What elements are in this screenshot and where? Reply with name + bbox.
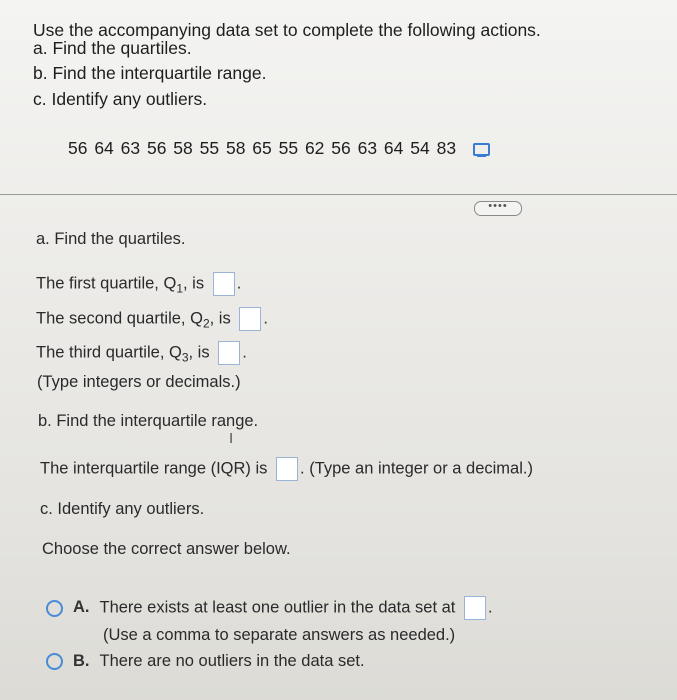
problem-item-a: a. Find the quartiles. — [33, 38, 192, 58]
q2-row: The second quartile, $Q_2$, is . — [36, 307, 268, 331]
part-c-prompt: Choose the correct answer below. — [42, 540, 291, 558]
iqr-label: The interquartile range (IQR) is — [40, 459, 268, 478]
text-cursor-icon: I — [229, 430, 234, 447]
problem-item-c: c. Identify any outliers. — [33, 89, 208, 109]
iqr-row: The interquartile range (IQR) is . (Type an integer or a decimal.) — [40, 457, 533, 481]
part-c-heading: c. Identify any outliers. — [40, 500, 205, 518]
more-button[interactable]: •••• — [474, 201, 522, 216]
option-b-text: There are no outliers in the data set. — [99, 652, 365, 670]
copy-data-icon[interactable] — [473, 143, 490, 156]
q3-label: The third quartile, Q — [36, 343, 182, 362]
option-a-text: There exists at least one outlier in the data set at — [99, 598, 456, 617]
option-a-radio[interactable] — [46, 600, 63, 617]
q1-row: The first quartile, $Q_1$, is . — [36, 272, 241, 296]
q2-label: The second quartile, Q — [36, 309, 203, 328]
iqr-answer-input[interactable] — [276, 457, 298, 481]
outlier-answer-input[interactable] — [464, 596, 486, 620]
q2-suffix: , is — [209, 309, 231, 328]
option-b[interactable] — [46, 652, 365, 671]
option-a[interactable]: A. There exists at least one outlier in the data set at . — [46, 596, 493, 620]
problem-instruction: Use the accompanying data set to complete the following actions. — [33, 20, 541, 40]
q1-label: The first quartile, Q — [36, 274, 177, 293]
problem-item-b: b. Find the interquartile range. — [33, 63, 267, 83]
q1-subscript: 1 — [176, 281, 183, 296]
q3-subscript: 3 — [181, 350, 189, 365]
part-b-heading: b. Find the interquartile range. — [38, 412, 259, 430]
option-b-radio[interactable] — [46, 653, 63, 670]
iqr-hint: (Type an integer or a decimal.) — [309, 459, 533, 478]
q1-answer-input[interactable] — [213, 272, 235, 296]
q2-subscript: 2 — [202, 316, 210, 331]
part-a-hint: (Type integers or decimals.) — [37, 373, 241, 391]
divider — [0, 194, 677, 195]
q3-row: The third quartile, $Q_3$, is . — [36, 341, 247, 365]
data-set-row — [68, 138, 490, 159]
data-values: 56 64 63 56 58 55 58 65 55 62 56 63 64 54 83 — [68, 138, 457, 158]
option-a-letter: A. — [73, 598, 90, 617]
part-a-heading: a. Find the quartiles. — [36, 230, 186, 248]
q3-answer-input[interactable] — [218, 341, 240, 365]
q2-answer-input[interactable] — [239, 307, 261, 331]
option-a-hint: (Use a comma to separate answers as needed.) — [103, 626, 456, 644]
q1-suffix: , is — [183, 274, 205, 293]
q3-suffix: , is — [188, 343, 210, 362]
option-b-letter: B. — [73, 652, 90, 670]
